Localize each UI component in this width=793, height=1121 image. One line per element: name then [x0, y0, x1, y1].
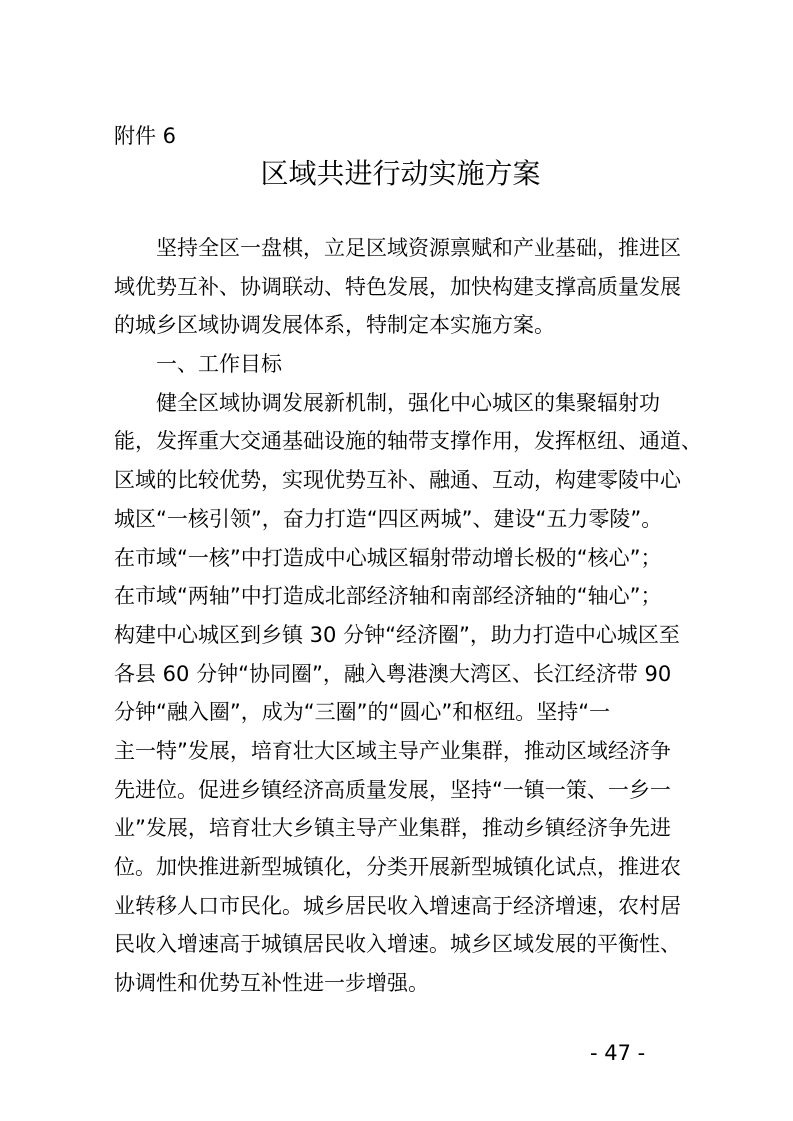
paragraph-line: 的城乡区域协调发展体系，特制定本实施方案。 — [114, 313, 555, 338]
section-heading: 一、工作目标 — [156, 352, 282, 377]
paragraph-line: 主一特”发展，培育壮大区域主导产业集群，推动区域经济争 — [114, 738, 671, 763]
paragraph-line: 先进位。促进乡镇经济高质量发展，坚持“一镇一策、一乡一 — [114, 777, 671, 802]
paragraph-line: 业”发展，培育壮大乡镇主导产业集群，推动乡镇经济争先进 — [114, 816, 671, 841]
paragraph-line: 构建中心城区到乡镇 30 分钟“经济圈”，助力打造中心城区至 — [114, 622, 680, 647]
paragraph-line: 协调性和优势互补性进一步增强。 — [114, 971, 429, 996]
document-body — [114, 229, 702, 1003]
paragraph-line: 民收入增速高于城镇居民收入增速。城乡区域发展的平衡性、 — [114, 932, 681, 957]
page-number: - 47 - — [590, 1041, 646, 1065]
paragraph-line: 健全区域协调发展新机制，强化中心城区的集聚辐射功 — [156, 390, 660, 415]
attachment-label: 附件 6 — [114, 124, 177, 148]
paragraph-line: 在市域“一核”中打造成中心城区辐射带动增长极的“核心”； — [114, 545, 662, 570]
paragraph-line: 位。加快推进新型城镇化，分类开展新型城镇化试点，推进农 — [114, 855, 681, 879]
paragraph-line: 能，发挥重大交通基础设施的轴带支撑作用，发挥枢纽、通道、 — [114, 429, 702, 454]
paragraph-line: 分钟“融入圈”，成为“三圈”的“圆心”和枢纽。坚持“一 — [114, 700, 611, 725]
paragraph-line: 业转移人口市民化。城乡居民收入增速高于经济增速，农村居 — [114, 893, 681, 918]
paragraph-line: 坚持全区一盘棋，立足区域资源禀赋和产业基础，推进区 — [156, 236, 681, 260]
paragraph-line: 域优势互补、协调联动、特色发展，加快构建支撑高质量发展 — [114, 274, 681, 299]
paragraph-line: 在市域“两轴”中打造成北部经济轴和南部经济轴的“轴心”； — [114, 584, 662, 609]
paragraph-line: 各县 60 分钟“协同圈”，融入粤港澳大湾区、长江经济带 90 — [114, 661, 672, 686]
paragraph-line: 城区“一核引领”，奋力打造“四区两城”、建设“五力零陵”。 — [114, 506, 663, 531]
document-title: 区域共进行动实施方案 — [260, 157, 541, 190]
paragraph-line: 区域的比较优势，实现优势互补、融通、互动，构建零陵中心 — [114, 468, 681, 493]
